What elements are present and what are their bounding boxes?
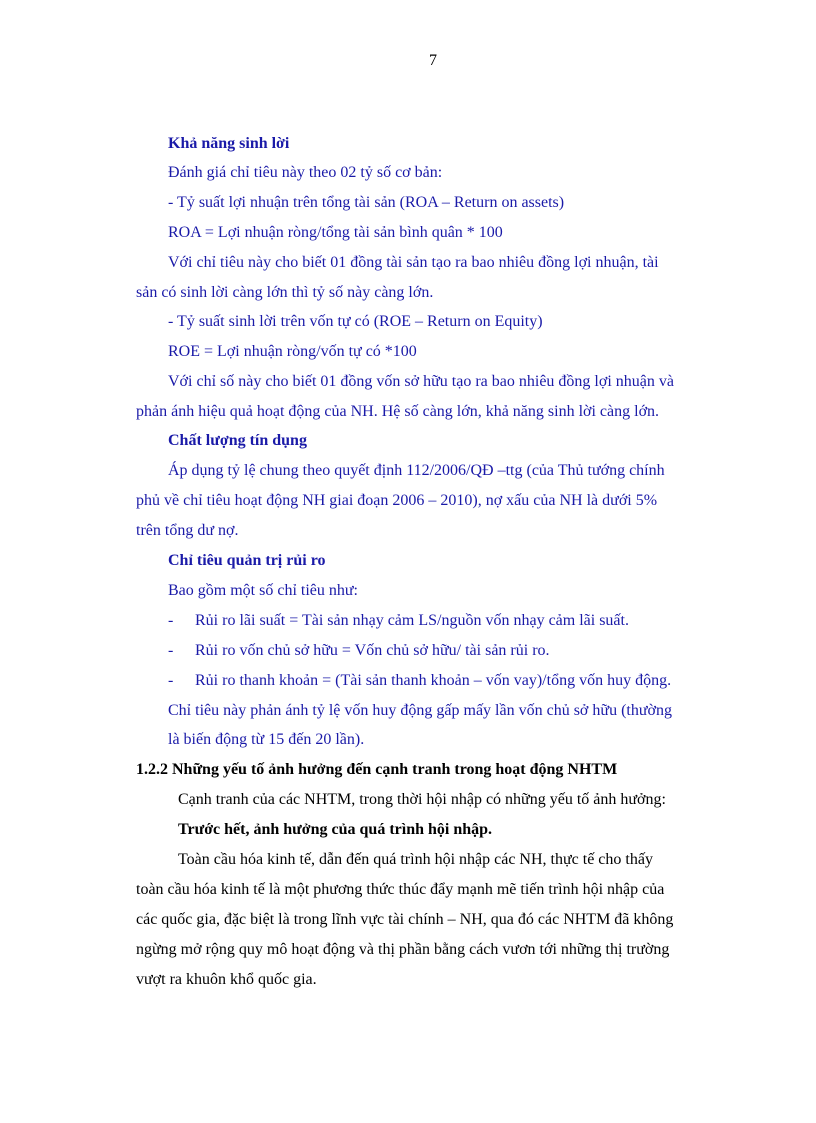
text-line: Chỉ tiêu này phản ánh tỷ lệ vốn huy động gấp mấy lần vốn chủ sở hữu (thường (168, 702, 672, 719)
text-line: vượt ra khuôn khổ quốc gia. (136, 971, 317, 988)
bullet-item: Rủi ro lãi suất = Tài sản nhạy cảm LS/nguồn vốn nhạy cảm lãi suất. (195, 612, 629, 629)
heading-chat-luong-tin-dung: Chất lượng tín dụng (168, 432, 307, 449)
text-line: là biến động từ 15 đến 20 lần). (168, 731, 365, 748)
text-line: Toàn cầu hóa kinh tế, dẫn đến quá trình hội nhập các NH, thực tế cho thấy (178, 851, 653, 868)
page-number: 7 (429, 52, 437, 69)
section-heading-1-2-2: 1.2.2 Những yếu tố ảnh hưởng đến cạnh tranh trong hoạt động NHTM (136, 761, 618, 778)
text-line: Đánh giá chỉ tiêu này theo 02 tỷ số cơ bản: (168, 164, 443, 181)
text-line: trên tổng dư nợ. (136, 522, 239, 539)
heading-chi-tieu-quan-tri-rui-ro: Chỉ tiêu quản trị rủi ro (168, 552, 326, 569)
text-line: ROE = Lợi nhuận ròng/vốn tự có *100 (168, 343, 417, 360)
text-line: - Tỷ suất sinh lời trên vốn tự có (ROE – Return on Equity) (168, 313, 543, 330)
text-line: Áp dụng tỷ lệ chung theo quyết định 112/2006/QĐ –ttg (của Thủ tướng chính (168, 462, 665, 479)
bullet-marker: - (168, 612, 174, 629)
text-line: Bao gồm một số chỉ tiêu như: (168, 582, 358, 599)
bullet-marker: - (168, 642, 174, 659)
heading-kha-nang-sinh-loi: Khả năng sinh lời (168, 135, 290, 152)
text-line: Với chỉ tiêu này cho biết 01 đồng tài sản tạo ra bao nhiêu đồng lợi nhuận, tài (168, 254, 659, 271)
text-line: Cạnh tranh của các NHTM, trong thời hội nhập có những yếu tố ảnh hưởng: (178, 791, 666, 808)
text-line: toàn cầu hóa kinh tế là một phương thức thúc đẩy mạnh mẽ tiến trình hội nhập của (136, 881, 665, 898)
subheading: Trước hết, ảnh hưởng của quá trình hội nhập. (178, 821, 493, 838)
bullet-item: Rủi ro thanh khoản = (Tài sản thanh khoản – vốn vay)/tổng vốn huy động. (195, 672, 672, 689)
text-line: - Tỷ suất lợi nhuận trên tổng tài sản (ROA – Return on assets) (168, 194, 565, 211)
text-line: sản có sinh lời càng lớn thì tỷ số này càng lớn. (136, 284, 434, 301)
text-line: các quốc gia, đặc biệt là trong lĩnh vực tài chính – NH, qua đó các NHTM đã không (136, 911, 674, 928)
text-line: phản ánh hiệu quả hoạt động của NH. Hệ số càng lớn, khả năng sinh lời càng lớn. (136, 403, 660, 420)
text-line: phủ về chỉ tiêu hoạt động NH giai đoạn 2006 – 2010), nợ xấu của NH là dưới 5% (136, 492, 658, 509)
text-line: Với chỉ số này cho biết 01 đồng vốn sở hữu tạo ra bao nhiêu đồng lợi nhuận và (168, 373, 674, 390)
bullet-item: Rủi ro vốn chủ sở hữu = Vốn chủ sở hữu/ tài sản rủi ro. (195, 642, 550, 659)
text-line: ngừng mở rộng quy mô hoạt động và thị phần bằng cách vươn tới những thị trường (136, 941, 670, 958)
text-line: ROA = Lợi nhuận ròng/tổng tài sản bình quân * 100 (168, 224, 503, 241)
bullet-marker: - (168, 672, 174, 689)
